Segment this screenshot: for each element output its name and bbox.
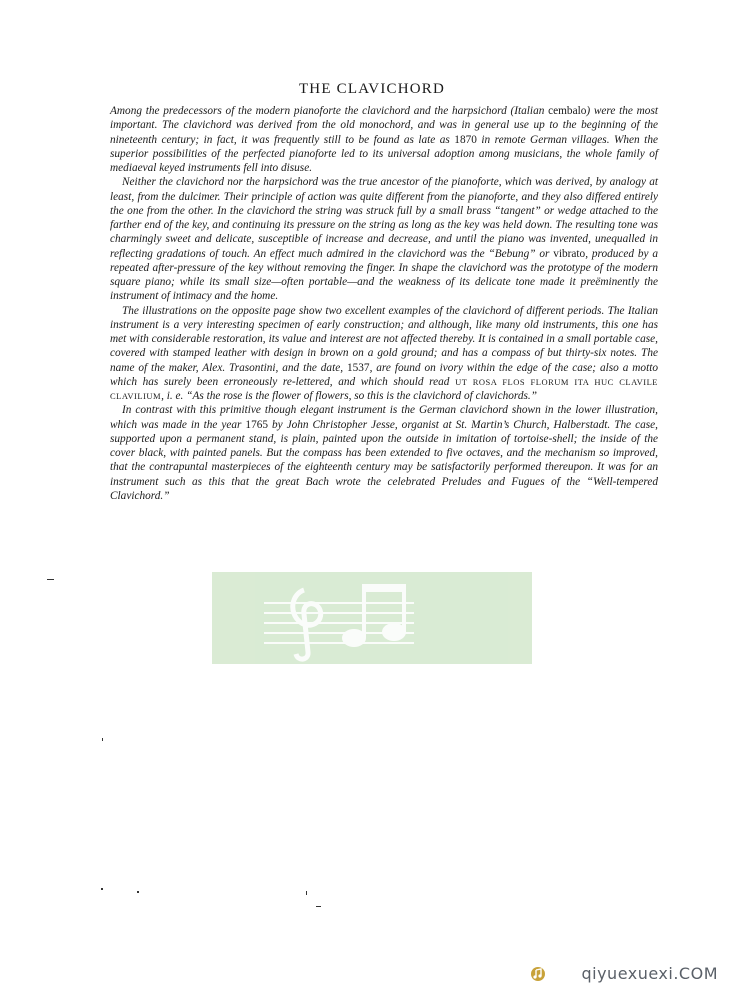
scan-speck xyxy=(306,891,307,895)
scan-speck xyxy=(47,579,54,580)
paragraph-1: Among the predecessors of the modern pianoforte the clavichord and the harpsichord (Italian cembalo) were the most important. The clavichord was derived from the old monochord, and was in general use up to the beginning of the nineteenth century; in fact, it was frequently still to be found as late as 1870 in remote German villages. When the superior possibilities of the perfected pianoforte led to its universal adoption among musicians, the whole family of mediaeval keyed instruments fell into disuse. xyxy=(110,105,658,174)
site-footer: qiyuexuexi.COM xyxy=(581,964,718,983)
paragraph-4: In contrast with this primitive though elegant instrument is the German clavichord shown in the lower illustration, which was made in the year 1765 by John Christopher Jesse, organist at St. Martin’s Church, Halberstadt. The case, supported upon a permanent stand, is plain, painted upon the outside in imitation of tortoise-shell; the inside of the cover black, with painted panels. But the compass has been extended to five octaves, and the mechanism so improved, that the contrapuntal masterpieces of the eighteenth century may be satisfactorily performed thereupon. It was for an instrument such as this that the great Bach wrote the celebrated Preludes and Fugues of the “Well-tempered Clavichord.” xyxy=(110,404,658,502)
scan-speck xyxy=(101,888,103,890)
scan-speck xyxy=(316,906,321,907)
scan-speck xyxy=(102,738,103,741)
paragraph-3: The illustrations on the opposite page show two excellent examples of the clavichord of different periods. The Italian instrument is a very interesting specimen of early construction; and although, like many old instruments, this one has met with considerable restoration, its value and interest are not affected thereby. It is contained in a small portable case, covered with stamped leather with design in brown on a gold ground; and has a compass of but thirty-six notes. The name of the maker, Alex. Trasontini, and the date, 1537, are found on ivory within the edge of the case; also a motto which has surely been erroneously re-lettered, and which should read UT ROSA FLOS FLORUM ITA HUC CLAVILE CLAVILIUM, i. e. “As the rose is the flower of flowers, so this is the clavichord of clavichords.” xyxy=(110,304,658,402)
scan-speck xyxy=(137,891,139,893)
paragraph-2: Neither the clavichord nor the harpsichord was the true ancestor of the pianoforte, which was derived, by analogy at least, from the dulcimer. Their principle of action was quite different from the pianoforte, and they also differed entirely the one from the other. In the clavichord the string was struck full by a small brass “tangent” or wedge attached to the farther end of the key, and continuing its pressure on the string as long as the key was held down. The resulting tone was charmingly sweet and delicate, susceptible of increase and decrease, and until the piano was invented, unequalled in reflecting gradations of touch. An effect much admired in the clavichord was the “Bebung” or vibrato, produced by a repeated after-pressure of the key without removing the finger. In shape the clavichord was the prototype of the modern square piano; while its small size—often portable—and the weakness of its delicate tone made it preëminently the instrument of intimacy and the home. xyxy=(110,176,659,303)
page-title: THE CLAVICHORD xyxy=(298,81,446,97)
article-body xyxy=(110,104,658,503)
watermark xyxy=(212,572,532,664)
site-logo-icon xyxy=(530,966,546,982)
music-note-icon xyxy=(212,572,532,664)
